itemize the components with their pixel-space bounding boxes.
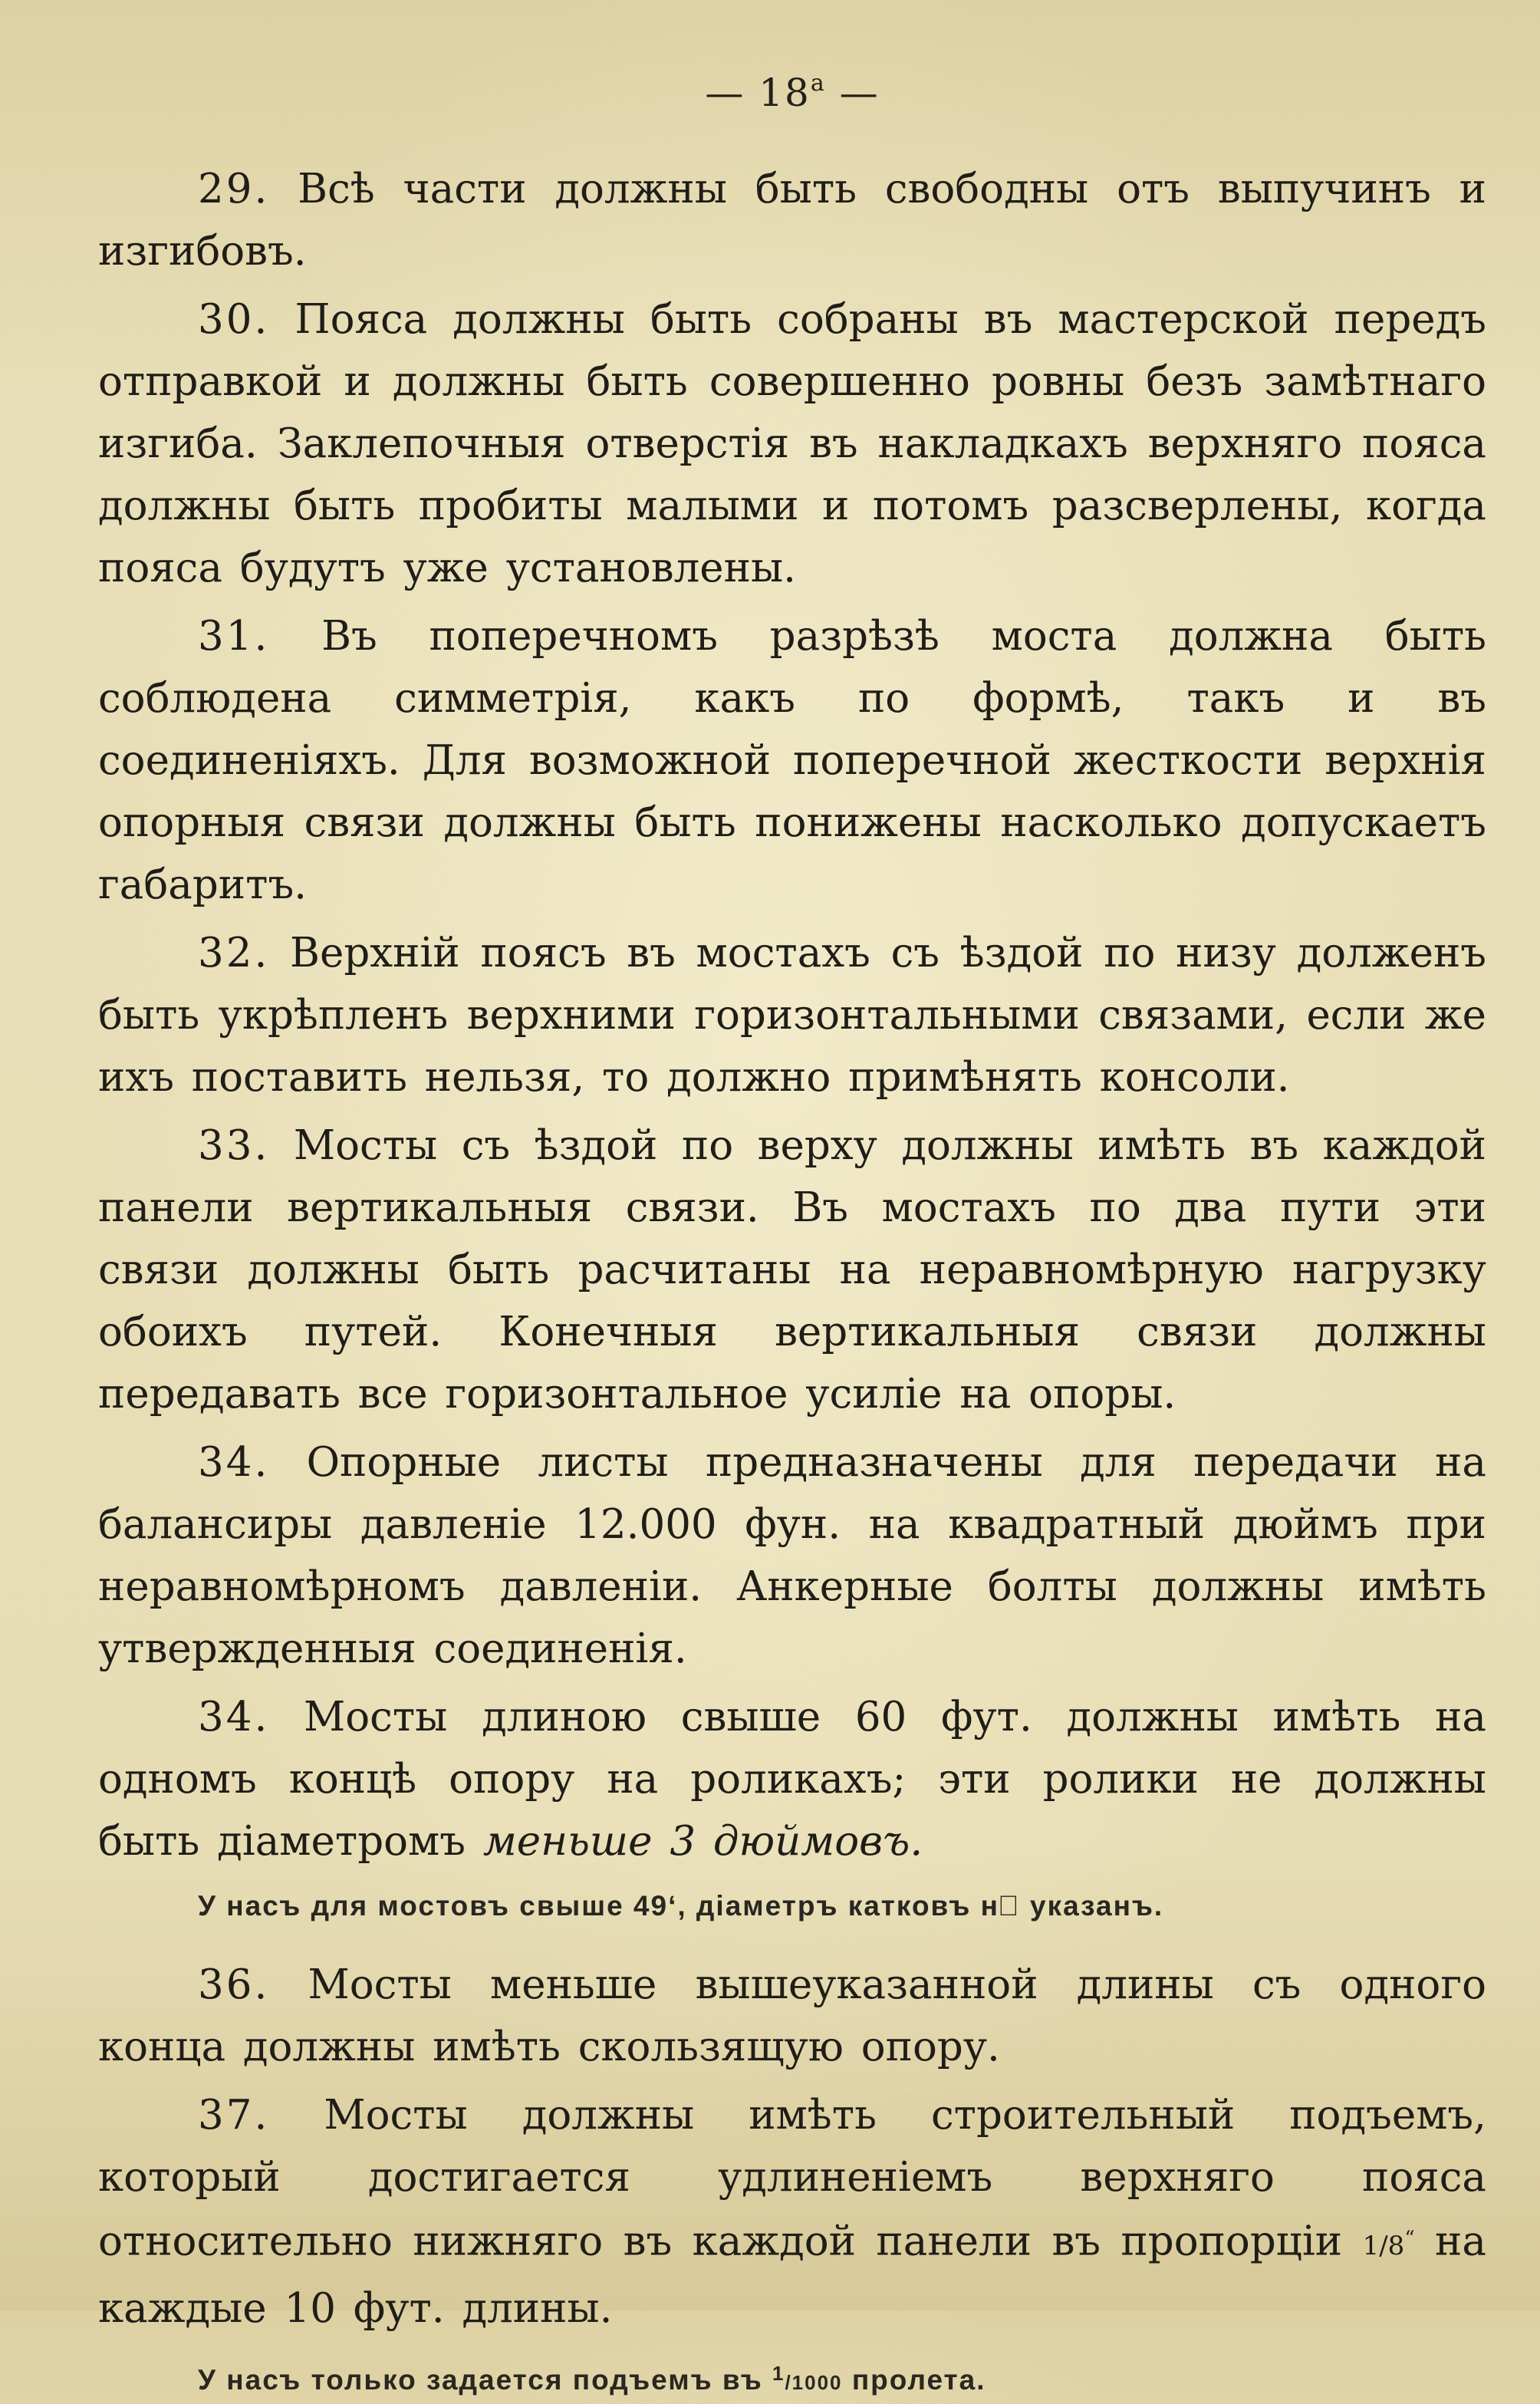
camber-fraction: 1/8“ <box>1362 2228 1415 2262</box>
section-29 <box>98 158 1486 282</box>
section-text: Мосты меньше вышеуказанной длины съ одного конца должны имѣть скользящую опору. <box>98 1961 1486 2070</box>
section-text: Опорные листы предназначены для передачи на балансиры давленіе 12.000 фун. на квадратный дюймъ при неравномѣрномъ давленіи. Анкерные болты должны имѣть утвержденныя соединенія. <box>98 1439 1486 1672</box>
section-36 <box>98 1954 1486 2078</box>
section-number: 37. <box>198 2092 270 2139</box>
section-text: Мосты длиною свыше 60 фут. должны имѣть на одномъ концѣ опору на роликахъ; эти ролики не должны быть діаметромъ <box>98 1694 1486 1865</box>
section-31 <box>98 605 1486 916</box>
section-number: 30. <box>198 296 270 343</box>
emphasized-text: меньше 3 дюймовъ. <box>482 1818 923 1865</box>
section-number: 33. <box>198 1122 270 1169</box>
section-32 <box>98 922 1486 1108</box>
section-34-rollers <box>98 1686 1486 1872</box>
section-text: Въ поперечномъ разрѣзѣ моста должна быть соблюдена симметрія, какъ по формѣ, такъ и въ соединеніяхъ. Для возможной поперечной жесткости верхнія опорныя связи должны быть понижены насколько допускаетъ габаритъ. <box>98 613 1486 908</box>
section-37 <box>98 2084 1486 2340</box>
section-text: Мосты должны имѣть строительный подъемъ, который достигается удлиненіемъ верхняго пояса относительно нижняго въ каждой панели въ пропорціи <box>98 2092 1486 2265</box>
footnote-rollers: У насъ для мостовъ свыше 49‘, діаметръ катковъ н꙼ указанъ. <box>198 1890 1164 1922</box>
section-30 <box>98 288 1486 599</box>
section-number: 34. <box>198 1439 270 1486</box>
section-text: Всѣ части должны быть свободны отъ выпучинъ и изгибовъ. <box>98 166 1486 275</box>
section-number: 36. <box>198 1961 270 2008</box>
section-number: 29. <box>198 166 270 212</box>
section-text: Пояса должны быть собраны въ мастерской передъ отправкой и должны быть совершенно ровны безъ замѣтнаго изгиба. Заклепочныя отверстія въ накладкахъ верхняго пояса должны быть пробиты малыми и потомъ разсверлены, когда пояса будутъ уже установлены. <box>98 296 1486 591</box>
document-page <box>98 54 1486 2396</box>
section-text-end: на каждые 10 фут. длины. <box>98 2218 1486 2333</box>
footnote-camber: У насъ только задается подъемъ въ $^1$/1000 пролета. <box>198 2362 986 2396</box>
page-number: — $18^а$ — <box>705 70 880 115</box>
section-text: Верхній поясъ въ мостахъ съ ѣздой по низу долженъ быть укрѣпленъ верхними горизонтальными связами, если же ихъ поставить нельзя, то должно примѣнять консоли. <box>98 930 1486 1101</box>
section-text: Мосты съ ѣздой по верху должны имѣть въ каждой панели вертикальныя связи. Въ мостахъ по два пути эти связи должны быть расчитаны на неравномѣрную нагрузку обоихъ путей. Конечныя вертикальныя связи должны пеpeдавать все горизонтальное усиліе на опоры. <box>98 1122 1486 1418</box>
section-number: 34. <box>198 1694 270 1740</box>
section-34-bearing-plates <box>98 1431 1486 1680</box>
section-33 <box>98 1115 1486 1425</box>
section-number: 31. <box>198 613 270 660</box>
section-number: 32. <box>198 930 270 976</box>
